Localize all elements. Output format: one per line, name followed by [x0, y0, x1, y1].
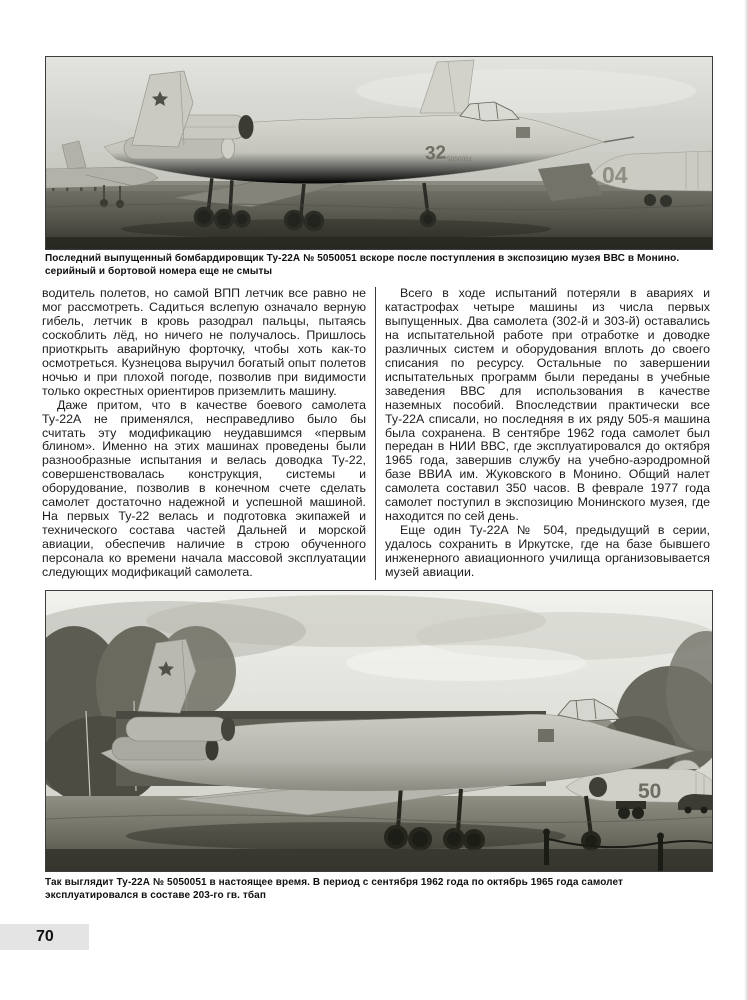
serial-number: 5050051 — [447, 156, 473, 163]
aircraft-shadow — [121, 219, 551, 239]
foreground-grass — [46, 849, 712, 871]
page-number: 70 — [36, 928, 54, 945]
paragraph: водитель полетов, но самой ВПП летчик все равно не мог рассмотреть. Садиться вслепую означало верную гибель, летчик в кровь разодрал пальцы, пытаясь соскоблить лёд, но ничего не получалось. Пришлось приоткрыть аварийную форточку, чтобы хоть как-то осмотреться. Кузнецова выручил богатый опыт полетов ночью и при плохой погоде, позволив при видимости только окрестных ориентиров приземлить машину. — [42, 286, 366, 398]
column-divider — [375, 287, 376, 580]
top-photo-figure — [45, 56, 713, 250]
foreground-grass — [46, 237, 712, 249]
engine-nacelles — [112, 717, 235, 761]
cloud — [356, 69, 696, 113]
nose-intake — [516, 127, 530, 138]
board-number-32: 32 — [424, 142, 447, 165]
bottom-photo-caption: Так выглядит Ту-22А № 5050051 в настоящее время. В период с сентября 1962 года по октябрь 1965 года самолет эксплуатировался в составе 203-го гв. тбап — [45, 877, 624, 901]
top-photo-caption: Последний выпущенный бомбардировщик Ту-22А № 5050051 вскоре после поступления в экспозицию музея ВВС в Монино. серийный и бортовой номера еще не смыты — [45, 253, 680, 277]
board-number-04: 04 — [602, 162, 628, 188]
paragraph: Еще один Ту-22А № 504, предыдущий в серии, удалось сохранить в Иркутске, где на базе бывшего инженерного авиационного училища организовывается музей авиации. — [385, 523, 710, 580]
paragraph: Всего в ходе испытаний потеряли в авариях и катастрофах четыре машины из числа первых выпущенных. Два самолета (302-й и 303-й) оставались на испытательной работе при отработке и доводке различных систем и оборудования вплоть до своего списания по ресурсу. Остальные по завершении испытательных программ были переданы в учебные заведения ВВС для использования в качестве наземных пособий. Впоследствии практически все Ту-22А списали, но последняя в их ряду 505-я машина была сохранена. В сентябре 1962 года самолет был передан в НИИ ВВС, где эксплуатировался до октября 1965 года, завершив службу на учебно-аэродромной базе ВВИА им. Жуковского в Монино. Общий налет самолета составил 350 часов. В феврале 1977 года самолет поступил в экспозицию Монинского музея, где находится по сей день. — [385, 286, 710, 524]
nose-intake — [538, 729, 554, 742]
bottom-photo-image — [46, 591, 712, 871]
aircraft-shadow — [126, 822, 566, 850]
article-body — [42, 287, 712, 580]
top-photo-image — [46, 57, 712, 249]
paragraph: Даже притом, что в качестве боевого самолета Ту-22А не применялся, несправедливо было бы считать эту модификацию неудавшимся «первым блином». Именно на этих машинах проведены были разнообразные испытания и велась доводка Ту-22, совершенствовалась конструкция, системы и оборудование, позволив в конечном счете сделать самолет достаточно надежной и успешной машиной. На первых Ту-22 велась и подготовка экипажей и технического состава частей Дальней и морской авиации, обеспечив наличие в строю обученного персонала ко времени начала массовой эксплуатации следующих модификаций самолета. — [42, 397, 366, 580]
bottom-photo-figure — [45, 590, 713, 872]
page-number-band — [0, 924, 89, 950]
article-column-left — [42, 287, 366, 580]
article-column-right — [385, 287, 710, 580]
board-number-50: 50 — [638, 780, 662, 803]
